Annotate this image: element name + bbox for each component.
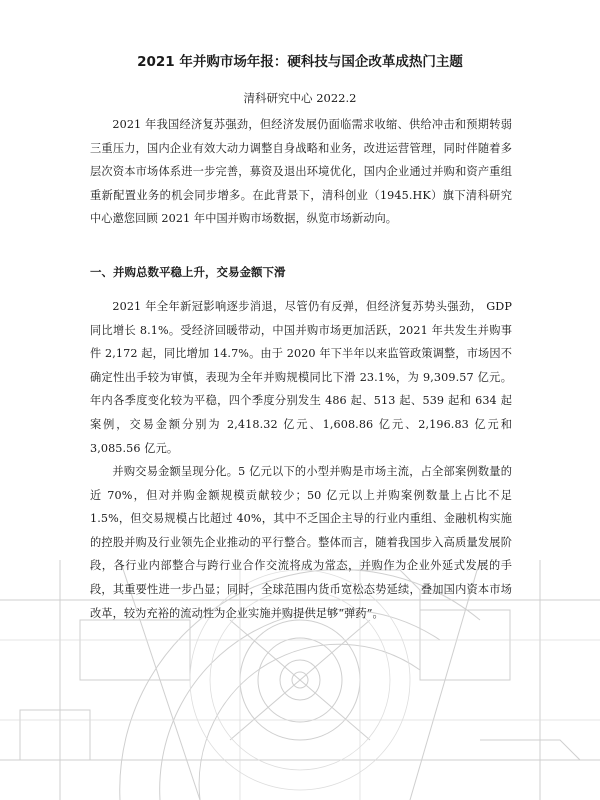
- document-byline: 清科研究中心 2022.2: [243, 91, 357, 105]
- section-paragraph-1: 2021 年全年新冠影响逐步消退，尽管仍有反弹，但经济复苏势头强劲， GDP 同比增长 8.1%。受经济回暖带动，中国并购市场更加活跃，2021 年共发生并购事件 2,172 起，同比增加 14.7%。由于 2020 年下半年以来监管政策调整，市场因不确定性出手较为审慎，表现为全年并购规模同比下滑 23.1%，为 9,309.57 亿元。年内各季度变化较为平稳，四个季度分别发生 486 起、513 起、539 起和 634 起案例，交易金额分别为 2,418.32 亿元、1,608.86 亿元、2,196.83 亿元和 3,085.56 亿元。: [90, 300, 512, 455]
- section-paragraph-2: 并购交易金额呈现分化。5 亿元以下的小型并购是市场主流，占全部案例数量的近 70%，但对并购金额规模贡献较少；50 亿元以上并购案例数量上占比不足 1.5%，但交易规模占比超过 40%，其中不乏国企主导的行业内重组、金融机构实施的控股并购及行业领先企业推动的平行整合。整体而言，随着我国步入高质量发展阶段，各行业内部整合与跨行业合作交流将成为常态，并购作为企业外延式发展的手段，其重要性进一步凸显；同时，全球范围内货币宽松态势延续，叠加国内资本市场改革，较为充裕的流动性为企业实施并购提供足够“弹药”。: [90, 465, 512, 620]
- intro-paragraph: 2021 年我国经济复苏强劲，但经济发展仍面临需求收缩、供给冲击和预期转弱三重压力，国内企业有效大动力调整自身战略和业务，改进运营管理，同时伴随着多层次资本市场体系进一步完善，募资及退出环境优化，国内企业通过并购和资产重组重新配置业务的机会同步增多。在此背景下，清科创业（1945.HK）旗下清科研究中心邀您回顾 2021 年中国并购市场数据，纵览市场新动向。: [90, 118, 512, 226]
- section-heading: 一、并购总数平稳上升，交易金额下滑: [90, 265, 286, 279]
- document-title: 2021 年并购市场年报：硬科技与国企改革成热门主题: [137, 54, 463, 70]
